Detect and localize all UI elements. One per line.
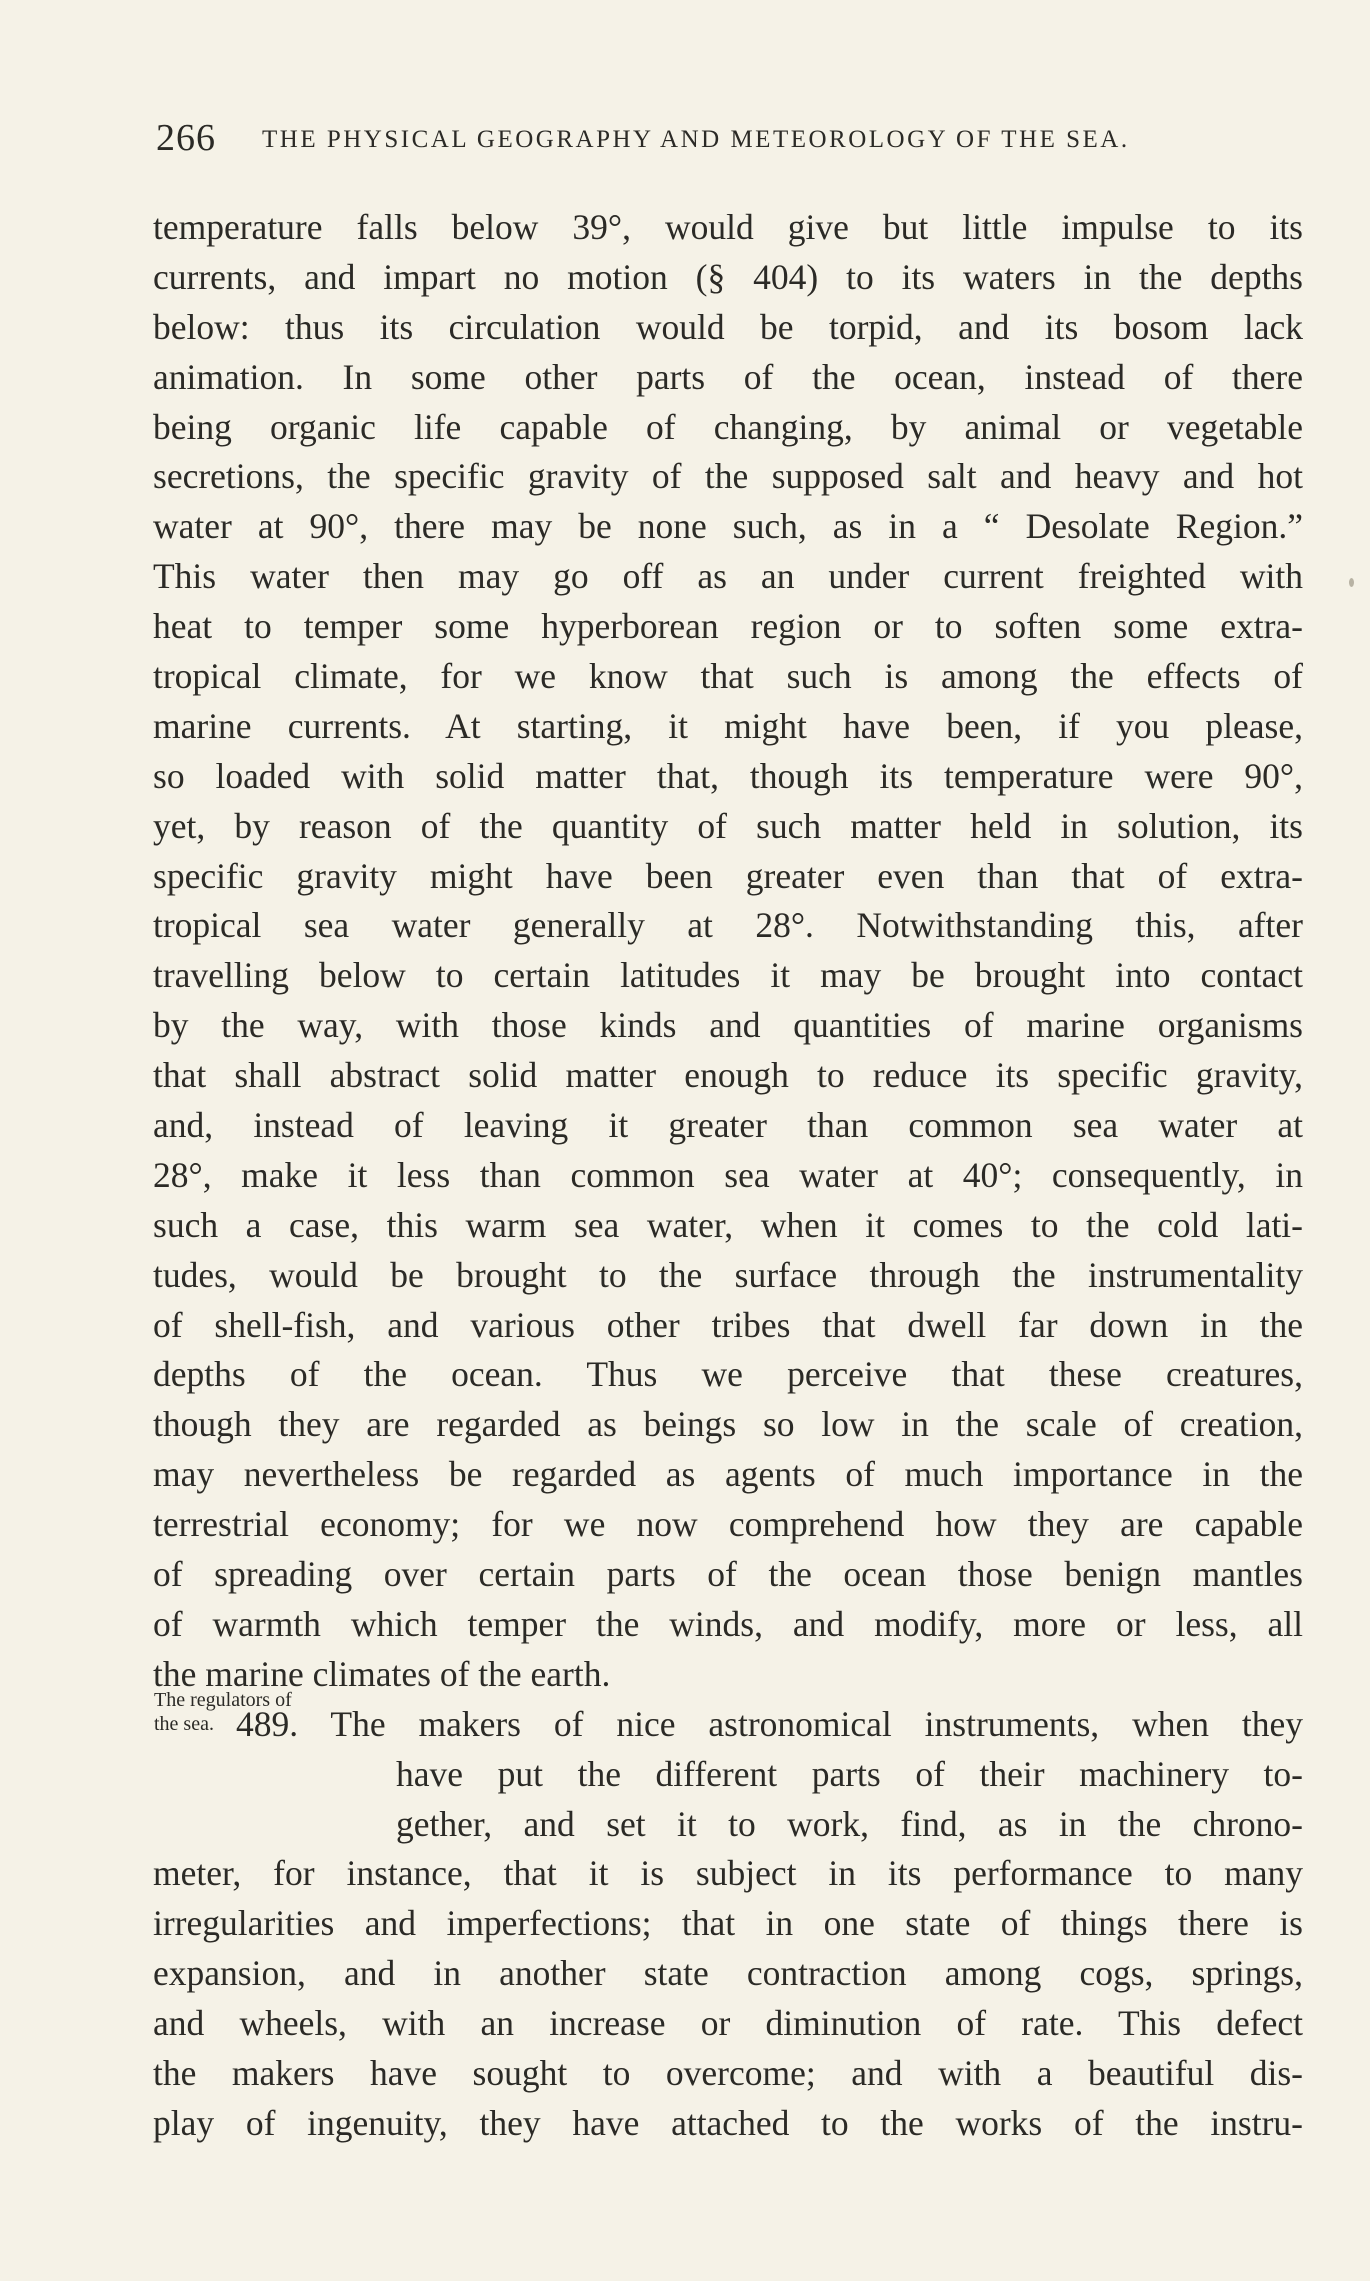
text-line: so loaded with solid matter that, though its temperature were 90°, bbox=[153, 755, 1303, 796]
text-line: meter, for instance, that it is subject in its performance to many bbox=[153, 1853, 1303, 1894]
text-line: 28°, make it less than common sea water at 40°; consequently, in bbox=[153, 1154, 1303, 1195]
text-line: This water then may go off as an under current freighted with bbox=[153, 556, 1303, 597]
text-line: temperature falls below 39°, would give but little impulse to its bbox=[153, 207, 1303, 247]
text-line: animation. In some other parts of the ocean, instead of there bbox=[153, 356, 1303, 397]
paper-speck bbox=[1349, 578, 1354, 587]
text-line: play of ingenuity, they have attached to the works of the instru- bbox=[153, 2102, 1303, 2143]
text-line: travelling below to certain latitudes it may be brought into contact bbox=[153, 955, 1303, 996]
text-line: tropical climate, for we know that such is among the effects of bbox=[153, 656, 1303, 697]
text-line: tropical sea water generally at 28°. Notwithstanding this, after bbox=[153, 905, 1303, 946]
text-line: by the way, with those kinds and quantities of marine organisms bbox=[153, 1005, 1303, 1046]
paragraph-start-line: 489. The makers of nice astronomical instruments, when they bbox=[236, 1703, 1303, 1744]
text-line: of warmth which temper the winds, and modify, more or less, all bbox=[153, 1603, 1303, 1644]
page-header bbox=[156, 116, 1246, 166]
text-line: below: thus its circulation would be torpid, and its bosom lack bbox=[153, 306, 1303, 347]
text-line: and wheels, with an increase or diminution of rate. This defect bbox=[153, 2003, 1303, 2044]
text-line: irregularities and imperfections; that in one state of things there is bbox=[153, 1903, 1303, 1944]
text-line: and, instead of leaving it greater than common sea water at bbox=[153, 1105, 1303, 1146]
text-line: such a case, this warm sea water, when it comes to the cold lati- bbox=[153, 1204, 1303, 1245]
text-line: currents, and impart no motion (§ 404) to its waters in the depths bbox=[153, 256, 1303, 297]
text-line: secretions, the specific gravity of the supposed salt and heavy and hot bbox=[153, 456, 1303, 497]
text-line: terrestrial economy; for we now comprehend how they are capable bbox=[153, 1504, 1303, 1545]
text-line: gether, and set it to work, find, as in the chrono- bbox=[396, 1803, 1303, 1844]
text-line: water at 90°, there may be none such, as in a “ Desolate Region.” bbox=[153, 506, 1303, 547]
marginal-note-line: The regulators of bbox=[154, 1689, 292, 1711]
text-line: of shell-fish, and various other tribes that dwell far down in the bbox=[153, 1304, 1303, 1345]
text-line: marine currents. At starting, it might have been, if you please, bbox=[153, 705, 1303, 746]
text-line: though they are regarded as beings so low in the scale of creation, bbox=[153, 1404, 1303, 1445]
text-line: the makers have sought to overcome; and with a beautiful dis- bbox=[153, 2052, 1303, 2093]
text-line: heat to temper some hyperborean region or to soften some extra- bbox=[153, 606, 1303, 647]
text-line: may nevertheless be regarded as agents of much importance in the bbox=[153, 1454, 1303, 1495]
body-text bbox=[153, 203, 1303, 2149]
text-line: being organic life capable of changing, by animal or vegetable bbox=[153, 406, 1303, 447]
text-line: depths of the ocean. Thus we perceive that these creatures, bbox=[153, 1354, 1303, 1395]
text-line: of spreading over certain parts of the ocean those benign mantles bbox=[153, 1554, 1303, 1595]
marginal-note-line: the sea. bbox=[154, 1713, 214, 1735]
text-line: the marine climates of the earth. bbox=[153, 1653, 611, 1694]
running-head: THE PHYSICAL GEOGRAPHY AND METEOROLOGY OF THE SEA. bbox=[262, 126, 1130, 153]
text-line: expansion, and in another state contraction among cogs, springs, bbox=[153, 1953, 1303, 1994]
page-number: 266 bbox=[156, 117, 216, 159]
text-line: yet, by reason of the quantity of such matter held in solution, its bbox=[153, 805, 1303, 846]
text-line: specific gravity might have been greater even than that of extra- bbox=[153, 855, 1303, 896]
text-line: have put the different parts of their machinery to- bbox=[396, 1753, 1303, 1794]
text-line: tudes, would be brought to the surface through the instrumentality bbox=[153, 1254, 1303, 1295]
text-line: that shall abstract solid matter enough to reduce its specific gravity, bbox=[153, 1055, 1303, 1096]
